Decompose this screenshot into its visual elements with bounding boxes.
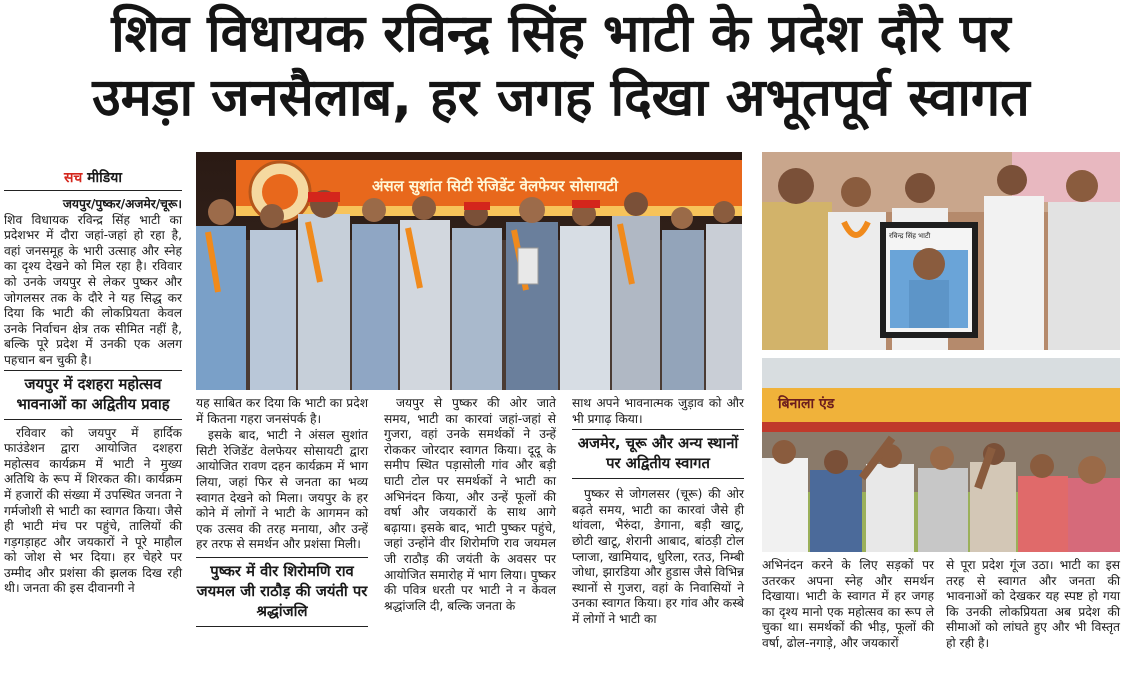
col2-para2: इसके बाद, भाटी ने अंसल सुशांत सिटी रेजिडेंट वेलफेयर सोसायटी द्वारा आयोजित रावण दहन कार्यक्रम में भाग लिया, जहां फिर से जनता का भव्य स्वागत देखने को मिला। जयपुर के हर कोने में लोगों ने भाटी के आगमन को एक उत्सव की तरह मनाया, और उन्हें हर तरफ से समर्थन और प्रशंसा मिली। [196, 428, 368, 552]
col4-subhead: अजमेर, चूरू और अन्य स्थानों पर अद्वितीय स्वागत [577, 435, 739, 473]
byline-brand: सच [63, 170, 83, 186]
dateline: जयपुर/पुष्कर/अजमेर/चूरू। [62, 197, 182, 211]
column-2 [196, 396, 368, 627]
col3-para1: जयपुर से पुष्कर की ओर जाते समय, भाटी का कारवां जहां-जहां से गुजरा, वहां उनके समर्थकों ने उन्हें रोककर जोरदार स्वागत किया। दूदू के समीप स्थित पड़ासोली गांव और बड़ी घाटी टोल पर समर्थकों ने भाटी का अभिनंदन किया, और उन्हें फूलों की वर्षा और जयकारों के साथ आगे बढ़ाया। इसके बाद, भाटी पुष्कर पहुंचे, जहां उन्होंने वीर शिरोमणि राव जयमल जी राठौड़ की जयंती के अवसर पर आयोजित समारोह में भाग लिया। पुष्कर की पवित्र धरती पर भाटी ने न केवल श्रद्धांजलि दी, बल्कि जनता के [384, 396, 556, 613]
frame-caption: रविन्द्र सिंह भाटी [889, 232, 931, 240]
column-1 [4, 168, 182, 688]
stage-photo [196, 152, 742, 390]
headline-line-2: उमड़ा जनसैलाब, हर जगह दिखा अभूतपूर्व स्वागत [92, 68, 1030, 128]
column-4 [572, 396, 744, 629]
col2-para1: यह साबित कर दिया कि भाटी का प्रदेश में कितना गहरा जनसंपर्क है। [196, 396, 368, 426]
col6-para1: से पूरा प्रदेश गूंज उठा। भाटी का इस तरह से स्वागत और जनता की भावनाओं को देखकर यह स्पष्ट हो गया कि उनकी लोकप्रियता अब प्रदेश की सीमाओं को लांघते हुए और भी विस्तृत हो रही है। [946, 558, 1120, 650]
col1-para1: शिव विधायक रविन्द्र सिंह भाटी का प्रदेशभर में दौरा जहां-जहां हो रहा है, वहां जनसमूह के भारी उत्साह और स्नेह का दृश्य देखने को मिल रहा है। रविवार को उनके जयपुर से लेकर पुष्कर और जोगलसर तक के दौरे ने यह सिद्ध कर दिया कि भाटी की लोकप्रियता केवल उनके निर्वाचन क्षेत्र तक सीमित नहीं है, बल्कि पूरे प्रदेश में उनकी एक अलग पहचान बन चुकी है। [4, 212, 182, 367]
headline [0, 2, 1122, 130]
byline [4, 168, 182, 191]
portrait-photo-image [762, 152, 1120, 350]
shop-sign-text: बिनाला एंड [778, 396, 835, 412]
col4-para1: साथ अपने भावनात्मक जुड़ाव को और भी प्रगाढ़ किया। [572, 396, 744, 426]
col1-para2: रविवार को जयपुर में हार्दिक फाउंडेशन द्वारा आयोजित दशहरा महोत्सव कार्यक्रम में भाटी ने मुख्य अतिथि के रूप में शिरकत की। कार्यक्रम में हजारों की संख्या में उपस्थित जनता ने गर्मजोशी से भाटी का स्वागत किया। जैसे ही भाटी मंच पर पहुंचे, तालियों की गड़गड़ाहट और जयकारों ने पूरे माहौल को जोश से भर दिया। हर चेहरे पर उम्मीद और प्रशंसा की झलक दिख रही थी। जनता की इस दीवानगी ने [4, 425, 182, 596]
column-5 [762, 558, 934, 653]
column-6 [946, 558, 1120, 653]
byline-rest: मीडिया [87, 170, 123, 186]
column-3 [384, 396, 556, 615]
portrait-presentation-photo [762, 152, 1120, 350]
col4-para2: पुष्कर से जोगलसर (चूरू) की ओर बढ़ते समय, भाटी का कारवां जैसे ही थांवला, भैरुंदा, डेगाना, बड़ी खाटू, छोटी खाटू, शेरानी आबाद, बांठड़ी टोल प्लाजा, खामियाद, धुरिला, रतउ, निम्बी जोधा, झारडिया और हुडास जैसे विभिन्न स्थानों से गुजरा, वहां के निवासियों ने उनका स्वागत किया। हर गांव और कस्बे में लोगों ने भाटी का [572, 487, 744, 626]
col5-para1: अभिनंदन करने के लिए सड़कों पर उतरकर अपना स्नेह और समर्थन दिखाया। भाटी के स्वागत में हर जगह का दृश्य मानो एक महोत्सव का रूप ले चुका था। समर्थकों की भीड़, फूलों की वर्षा, ढोल-नगाड़े, और जयकारों [762, 558, 934, 650]
crowd-photo-image [762, 358, 1120, 552]
col1-subhead: जयपुर में दशहरा महोत्सव भावनाओं का अद्वितीय प्रवाह [16, 375, 170, 413]
stage-banner-text: अंसल सुशांत सिटी रेजिडेंट वेलफेयर सोसायटी [372, 177, 618, 195]
col2-subhead: पुष्कर में वीर शिरोमणि राव जयमल जी राठौड़ की जयंती पर श्रद्धांजलि [196, 562, 368, 620]
crowd-welcome-photo [762, 358, 1120, 552]
headline-line-1: शिव विधायक रविन्द्र सिंह भाटी के प्रदेश दौरे पर [111, 4, 1011, 64]
